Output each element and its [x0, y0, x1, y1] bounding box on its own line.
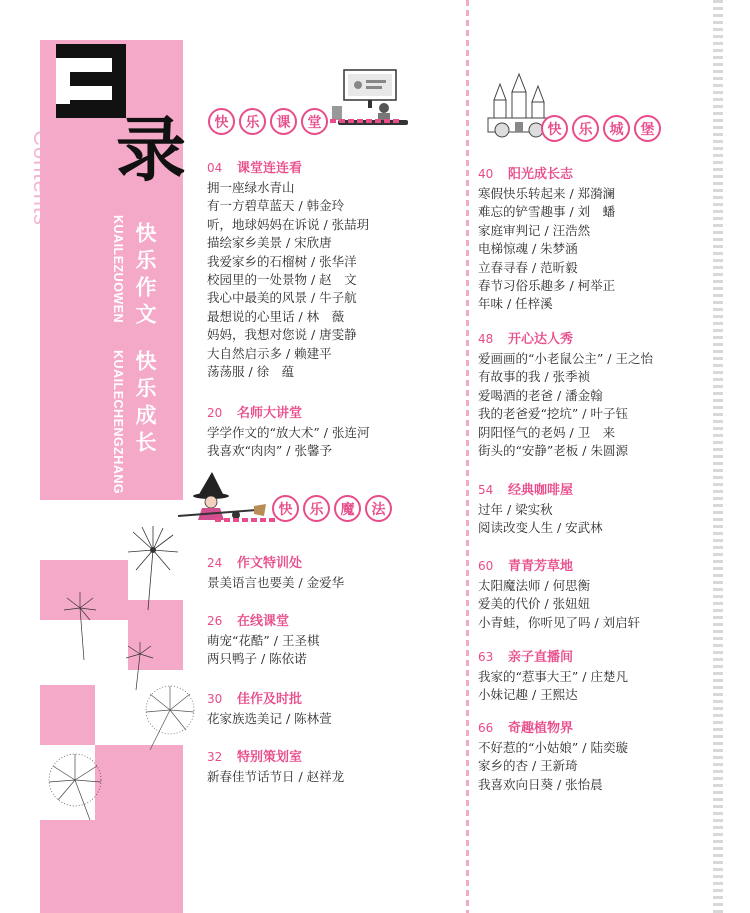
dandelion-icon — [118, 520, 188, 610]
section-title: 奇趣植物界 — [508, 721, 574, 736]
toc-item[interactable]: 大自然启示多 / 赖建平 — [207, 345, 332, 361]
toc-item[interactable]: 我爱家乡的石榴树 / 张华洋 — [207, 253, 357, 269]
toc-section — [207, 610, 319, 669]
toc-item[interactable]: 太阳魔法师 / 何思衡 — [478, 578, 591, 593]
toc-item[interactable]: 拥一座绿水青山 — [207, 180, 295, 195]
page-number: 48 — [478, 332, 494, 346]
badge-kuaile-ketang — [208, 108, 328, 135]
toc-item[interactable]: 过年 / 梁实秋 — [478, 502, 553, 517]
toc-item[interactable]: 阴阳怪气的老妈 / 卫 来 — [478, 424, 616, 440]
badge-kuaile-mofa — [272, 495, 392, 522]
toc-section — [478, 328, 653, 460]
toc-item[interactable]: 家乡的杏 / 王新琦 — [478, 758, 578, 774]
toc-item[interactable]: 爱美的代价 / 张妞妞 — [478, 596, 591, 612]
section-heading — [478, 555, 640, 577]
badge-underline — [330, 119, 400, 123]
page-number: 63 — [478, 650, 494, 664]
page-number: 66 — [478, 721, 494, 735]
page-number: 40 — [478, 167, 494, 181]
toc-item[interactable]: 有故事的我 / 张季祯 — [478, 369, 591, 385]
section-heading — [207, 552, 344, 574]
badge-char: 课 — [270, 108, 297, 135]
toc-item[interactable]: 新春佳节话节日 / 赵祥龙 — [207, 769, 345, 784]
toc-item[interactable]: 萌宠“花酷” / 王圣棋 — [207, 633, 320, 648]
badge-char: 乐 — [303, 495, 330, 522]
toc-item[interactable]: 难忘的铲雪趣事 / 刘 蟠 — [478, 204, 616, 220]
toc-item[interactable]: 年味 / 任梓溪 — [478, 296, 553, 312]
page-number: 24 — [207, 556, 223, 570]
toc-item[interactable]: 爱喝酒的老爸 / 潘金翰 — [478, 387, 603, 403]
page-number: 04 — [207, 161, 223, 175]
toc-section — [207, 552, 344, 592]
toc-item[interactable]: 最想说的心里话 / 林 薇 — [207, 308, 345, 324]
section-title: 佳作及时批 — [237, 692, 303, 707]
toc-item[interactable]: 听，地球妈妈在诉说 / 张喆玥 — [207, 216, 370, 232]
toc-item[interactable]: 春节习俗乐趣多 / 柯举正 — [478, 278, 616, 294]
toc-section — [207, 402, 369, 461]
toc-section — [207, 157, 369, 381]
dandelion-icon — [40, 750, 110, 820]
page-number: 26 — [207, 614, 223, 628]
slogan-1-pinyin: KUAILEZUOWEN — [111, 215, 125, 324]
toc-item[interactable]: 小青蛙，你听见了吗 / 刘启轩 — [478, 614, 641, 630]
section-heading — [478, 717, 628, 739]
toc-section — [478, 717, 628, 794]
toc-section — [478, 646, 628, 705]
toc-section — [478, 479, 603, 538]
badge-char: 快 — [208, 108, 235, 135]
toc-item[interactable]: 我的老爸爱“挖坑” / 叶子钰 — [478, 406, 628, 422]
toc-item[interactable]: 学学作文的“放大术” / 张连河 — [207, 425, 370, 440]
toc-item[interactable]: 两只鸭子 / 陈依诺 — [207, 651, 307, 667]
toc-section — [207, 746, 344, 786]
badge-char: 魔 — [334, 495, 361, 522]
section-title: 作文特训处 — [237, 556, 303, 571]
toc-item[interactable]: 小妹记趣 / 王熙达 — [478, 687, 578, 703]
title-char-mu-notch — [56, 58, 70, 104]
badge-kuaile-chengbao — [541, 115, 661, 142]
page-number: 20 — [207, 406, 223, 420]
slogan-1: 快乐作文 — [133, 222, 157, 330]
section-title: 在线课堂 — [237, 614, 290, 629]
toc-item[interactable]: 家庭审判记 / 汪浩然 — [478, 222, 591, 238]
section-title: 名师大讲堂 — [237, 406, 303, 421]
badge-char: 堂 — [301, 108, 328, 135]
toc-item[interactable]: 寒假快乐转起来 / 郑漪澜 — [478, 186, 616, 201]
right-edge-ruler — [713, 0, 723, 913]
checker-block — [40, 685, 95, 745]
toc-item[interactable]: 我喜欢“肉肉” / 张馨予 — [207, 443, 332, 459]
section-heading — [478, 328, 653, 350]
toc-item[interactable]: 街头的“安静”老板 / 朱圆源 — [478, 443, 628, 459]
section-heading — [478, 646, 628, 668]
badge-char: 法 — [365, 495, 392, 522]
toc-item[interactable]: 我家的“惹事大王” / 庄楚凡 — [478, 669, 628, 684]
badge-underline — [215, 518, 275, 522]
section-title: 课堂连连看 — [237, 161, 303, 176]
section-title: 亲子直播间 — [508, 650, 574, 665]
badge-char: 快 — [272, 495, 299, 522]
section-title: 经典咖啡屋 — [508, 483, 574, 498]
toc-item[interactable]: 景美语言也要美 / 金爱华 — [207, 575, 345, 590]
contents-label: Contents — [29, 130, 54, 227]
badge-char: 乐 — [239, 108, 266, 135]
title-char-lu: 录 — [116, 109, 186, 191]
section-title: 特别策划室 — [237, 750, 303, 765]
toc-item[interactable]: 电梯惊魂 / 朱梦涵 — [478, 241, 578, 257]
badge-char: 乐 — [572, 115, 599, 142]
toc-item[interactable]: 妈妈，我想对您说 / 唐雯静 — [207, 327, 357, 343]
section-title: 阳光成长志 — [508, 167, 574, 182]
section-heading — [478, 163, 615, 185]
badge-char: 堡 — [634, 115, 661, 142]
toc-item[interactable]: 有一方碧草蓝天 / 韩金玲 — [207, 198, 345, 214]
toc-item[interactable]: 我喜欢向日葵 / 张怡晨 — [478, 776, 603, 792]
toc-item[interactable]: 立春寻春 / 范昕毅 — [478, 259, 578, 275]
slogan-2: 快乐成长 — [133, 350, 157, 458]
page-number: 60 — [478, 559, 494, 573]
badge-char: 城 — [603, 115, 630, 142]
section-heading — [207, 610, 319, 632]
toc-item[interactable]: 不好惹的“小姑娘” / 陆奕璇 — [478, 740, 628, 755]
page-number: 54 — [478, 483, 494, 497]
dandelion-icon — [60, 590, 100, 660]
toc-item[interactable]: 荡荡服 / 徐 蕴 — [207, 364, 295, 380]
toc-item[interactable]: 我心中最美的风景 / 牛子航 — [207, 290, 357, 306]
toc-item[interactable]: 花家族选美记 / 陈林萱 — [207, 711, 332, 726]
page-number: 30 — [207, 692, 223, 706]
toc-item[interactable]: 爱画画的“小老鼠公主” / 王之怡 — [478, 351, 653, 366]
toc-section — [478, 163, 615, 314]
center-dashed-divider — [466, 0, 469, 913]
section-title: 开心达人秀 — [508, 332, 574, 347]
toc-section — [207, 688, 332, 728]
section-heading — [207, 746, 344, 768]
slogan-2-pinyin: KUAILECHENGZHANG — [111, 350, 125, 495]
band-top-gap — [40, 0, 183, 40]
toc-section — [478, 555, 640, 632]
section-title: 青青芳草地 — [508, 559, 574, 574]
section-heading — [478, 479, 603, 501]
section-heading — [207, 688, 332, 710]
toc-item[interactable]: 描绘家乡美景 / 宋欣唐 — [207, 235, 332, 251]
badge-char: 快 — [541, 115, 568, 142]
section-heading — [207, 157, 369, 179]
section-heading — [207, 402, 369, 424]
page-number: 32 — [207, 750, 223, 764]
toc-item[interactable]: 校园里的一处景物 / 赵 文 — [207, 272, 357, 288]
toc-item[interactable]: 阅读改变人生 / 安武林 — [478, 520, 603, 536]
checker-block — [40, 820, 183, 913]
dandelion-icon — [140, 680, 200, 750]
